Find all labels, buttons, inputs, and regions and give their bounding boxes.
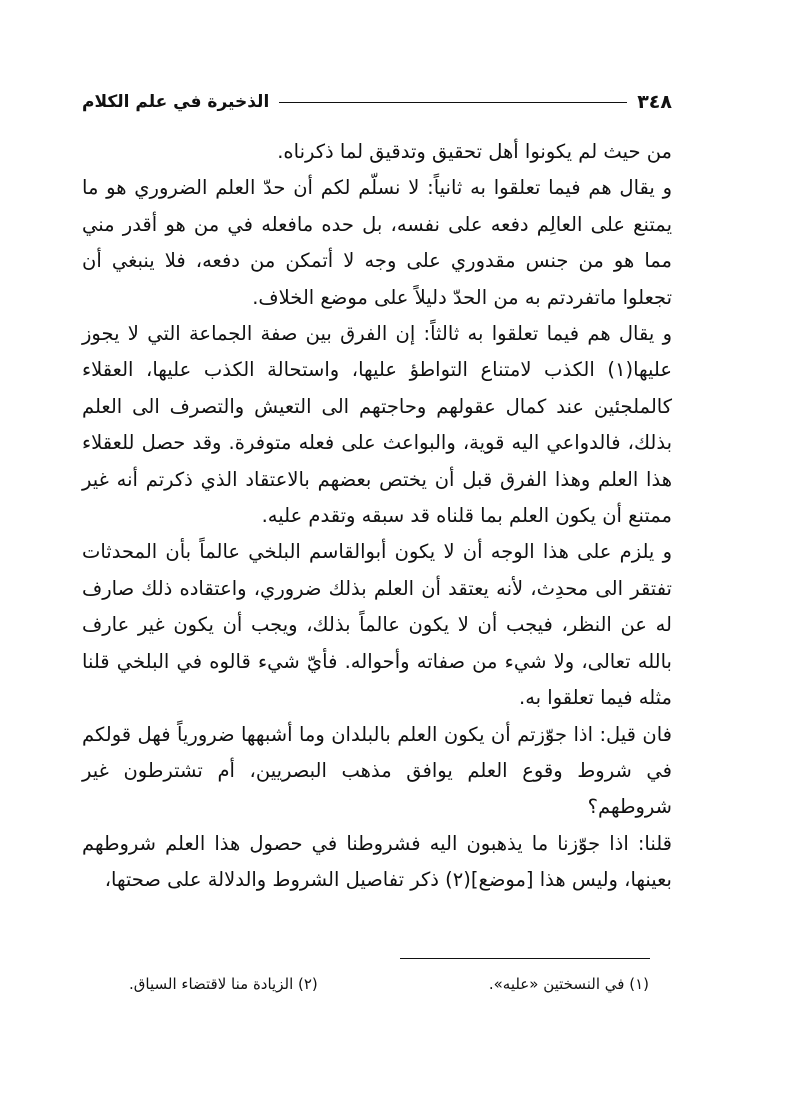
book-title: الذخيرة في علم الكلام	[82, 92, 270, 112]
paragraph: فان قيل: اذا جوّزتم أن يكون العلم بالبلدان وما أشبهها ضرورياً فهل قولكم في شروط وقوع العلم يوافق مذهب البصريين، أم تشترطون غير شروطهم؟	[82, 722, 672, 819]
footnote-1: (١) في النسختين «عليه».	[488, 975, 649, 993]
main-text	[82, 134, 672, 899]
paragraph: من حيث لم يكونوا أهل تحقيق وتدقيق لما ذكرناه.	[277, 140, 672, 163]
page-number: ٣٤٨	[637, 91, 672, 113]
paragraph: و يقال هم فيما تعلقوا به ثالثاً: إن الفرق بين صفة الجماعة التي لا يجوز عليها(١) الكذب لامتناع التواطؤ عليها، واستحالة الكذب عليها، العقلاء كالملجئين عند كمال عقولهم وحاجتهم الى التعيش والتصرف الى العلم بذلك، فالدواعي اليه قوية، والبواعث على فعله متوفرة. وقد حصل للعقلاء هذا العلم وهذا الفرق قبل أن يختص بعضهم بالاعتقاد الذي ذكرتم أنه غير ممتنع أن يكون العلم بما قلناه قد سبقه وتقدم عليه.	[82, 322, 672, 528]
paragraph: و يقال هم فيما تعلقوا به ثانياً: لا نسلّم لكم أن حدّ العلم الضروري هو ما يمتنع على العالِم دفعه على نفسه، بل حده مافعله في من هو أقدر مني مما هو من جنس مقدوري على وجه لا أتمكن من دفعه، فلا ينبغي أن تجعلوا ماتفردتم به من الحدّ دليلاً على موضع الخلاف.	[82, 176, 672, 309]
paragraph: و يلزم على هذا الوجه أن لا يكون أبوالقاسم البلخي عالماً بأن المحدثات تفتقر الى محدِث، لأنه يعتقد أن العلم بذلك ضروري، واعتقاده ذلك صارف له عن النظر، فيجب أن لا يكون عالماً بذلك، ويجب أن يكون غير عارف بالله تعالى، ولا شيء من صفاته وأحواله. فأيّ شيء قالوه في البلخي قلنا مثله فيما تعلقوا به.	[82, 540, 672, 710]
header-rule	[279, 102, 627, 103]
running-header	[82, 88, 672, 116]
footnotes	[129, 975, 649, 993]
paragraph: قلنا: اذا جوّزنا ما يذهبون اليه فشروطنا في حصول هذا العلم شروطهم بعينها، وليس هذا [موضع](٢) ذكر تفاصيل الشروط والدلالة على صحتها،	[82, 831, 672, 892]
footnote-2: (٢) الزيادة منا لاقتضاء السياق.	[129, 975, 318, 993]
footnote-separator	[400, 958, 650, 959]
